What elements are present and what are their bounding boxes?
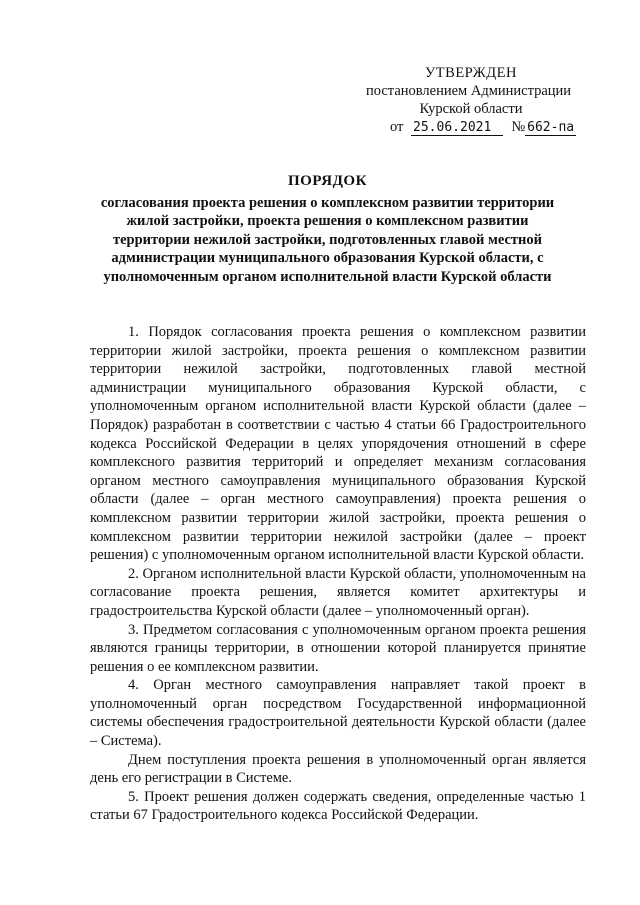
paragraph-4-continued: Днем поступления проекта решения в уполномоченный орган является день его регистрации в Системе. <box>90 751 586 787</box>
approval-title: УТВЕРЖДЕН <box>425 65 517 81</box>
document-body <box>90 323 586 825</box>
document-subtitle: согласования проекта решения о комплексном развитии территории жилой застройки, проекта решения о комплексном развитии территории нежилой застройки, подготовленных главой местной администрации муниципального образования Курской области, с уполномоченным органом исполнительной власти Курской области <box>100 194 555 285</box>
paragraph-5: 5. Проект решения должен содержать сведения, определенные частью 1 статьи 67 Градостроительного кодекса Российской Федерации. <box>90 788 586 824</box>
approval-stamp <box>366 64 596 137</box>
paragraph-1: 1. Порядок согласования проекта решения о комплексном развитии территории жилой застройки, проекта решения о комплексном развитии территории нежилой застройки, подготовленных главой местной администрации муниципального образования Курской области, с уполномоченным органом исполнительной власти Курской области (далее – Порядок) разработан в соответствии с частью 4 статьи 66 Градостроительного кодекса Российской Федерации в целях упорядочения отношений в сфере комплексного развития территорий и определяет механизм согласования органом местного самоуправления муниципального образования Курской области (далее – орган местного самоуправления) проекта решения о комплексном развитии территории жилой застройки, проекта решения о комплексном развитии территории нежилой застройки (далее – проект решения) с уполномоченным органом исполнительной власти Курской области. <box>90 324 586 564</box>
approval-date-number <box>366 118 596 137</box>
paragraph-4: 4. Орган местного самоуправления направляет такой проект в уполномоченный орган посредством Государственной информационной системы обеспечения градостроительной деятельности Курской области (далее – Система). <box>90 677 586 750</box>
approval-by-decree: постановлением Администрации <box>366 83 572 99</box>
document-heading <box>90 172 565 286</box>
paragraph-3: 3. Предметом согласования с уполномоченным органом проекта решения являются границы территории, в отношении которой планируется принятие решения о ее комплексном развитии. <box>90 621 586 675</box>
approval-date: 25.06.2021 <box>411 120 503 136</box>
document-title: ПОРЯДОК <box>288 173 367 189</box>
paragraph-2: 2. Органом исполнительной власти Курской области, уполномоченным на согласование проекта решения, является комитет архитектуры и градостроительства Курской области (далее – уполномоченный орган). <box>90 565 586 619</box>
approval-region: Курской области <box>419 101 523 117</box>
date-prefix: от <box>390 119 404 135</box>
approval-number: 662-па <box>527 120 575 135</box>
number-prefix: № <box>511 119 526 135</box>
